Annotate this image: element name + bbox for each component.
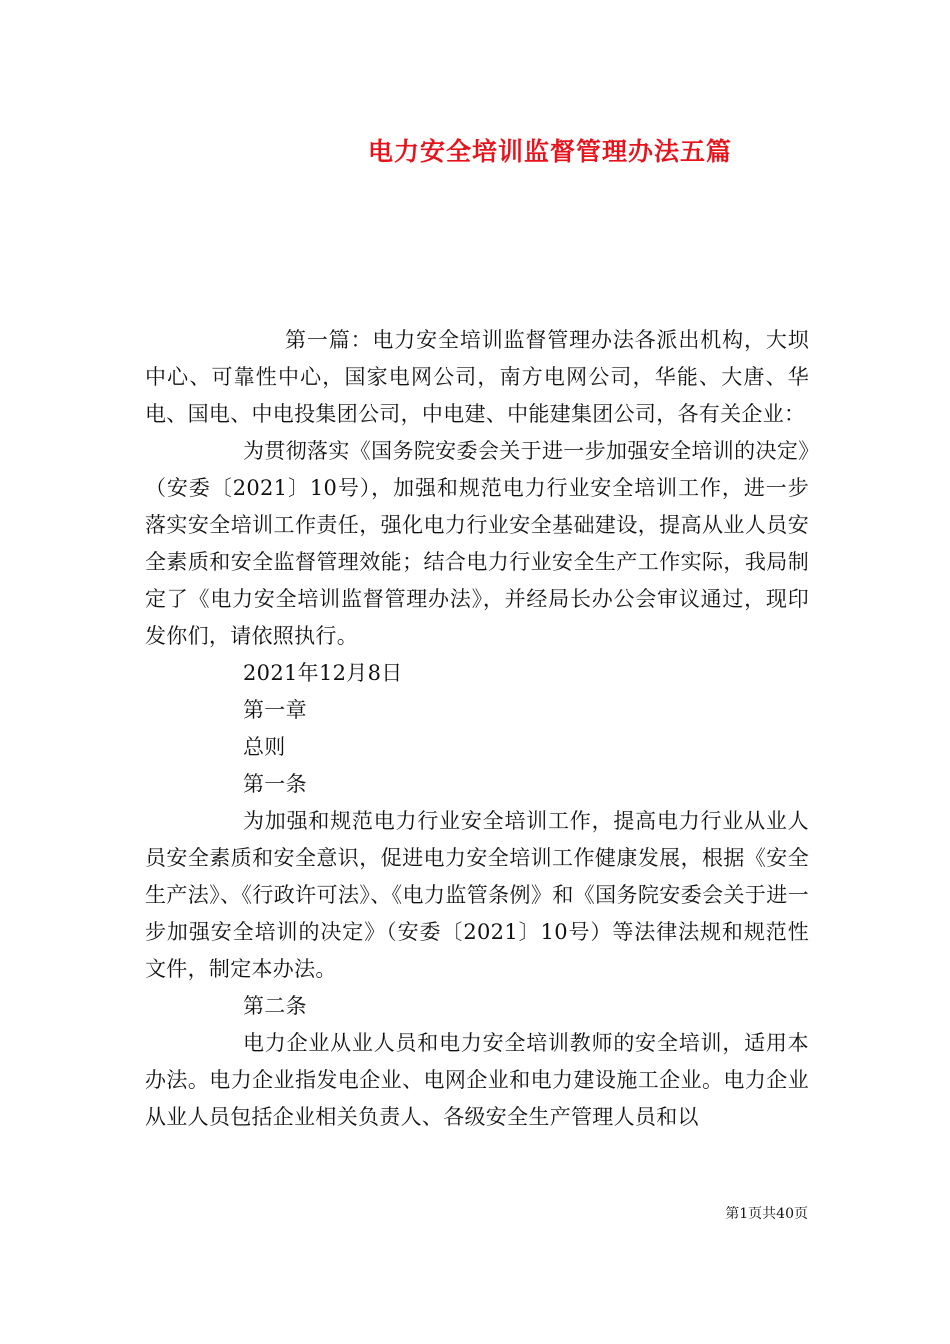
document-title: 电力安全培训监督管理办法五篇: [367, 137, 732, 166]
paragraph-intro: 第一篇：电力安全培训监督管理办法各派出机构，大坝中心、可靠性中心，国家电网公司，南方电网公司，华能、大唐、华电、国电、中电投集团公司，中电建、中能建集团公司，各有关企业：: [145, 328, 809, 426]
article-body-1: 为加强和规范电力行业安全培训工作，提高电力行业从业人员安全素质和安全意识，促进电力安全培训工作健康发展，根据《安全生产法》、《行政许可法》、《电力监管条例》和《国务院安委会关于进一步加强安全培训的决定》（安委〔2021〕10号）等法律法规和规范性文件，制定本办法。: [145, 809, 809, 981]
chapter-heading: 第一章: [243, 698, 307, 722]
article-body-2: 电力企业从业人员和电力安全培训教师的安全培训，适用本办法。电力企业指发电企业、电网企业和电力建设施工企业。电力企业从业人员包括企业相关负责人、各级安全生产管理人员和以: [145, 1031, 809, 1129]
article-heading-2: 第二条: [243, 994, 307, 1018]
page-number: 第1页共40页: [725, 1206, 808, 1222]
chapter-title: 总则: [243, 735, 286, 759]
article-heading-1: 第一条: [243, 772, 307, 796]
document-body: [145, 322, 809, 1136]
paragraph-notice: 为贯彻落实《国务院安委会关于进一步加强安全培训的决定》（安委〔2021〕10号），加强和规范电力行业安全培训工作，进一步落实安全培训工作责任，强化电力行业安全基础建设，提高从业人员安全素质和安全监督管理效能；结合电力行业安全生产工作实际，我局制定了《电力安全培训监督管理办法》，并经局长办公会审议通过，现印发你们，请依照执行。: [145, 439, 809, 648]
issue-date: 2021年12月8日: [243, 661, 403, 685]
